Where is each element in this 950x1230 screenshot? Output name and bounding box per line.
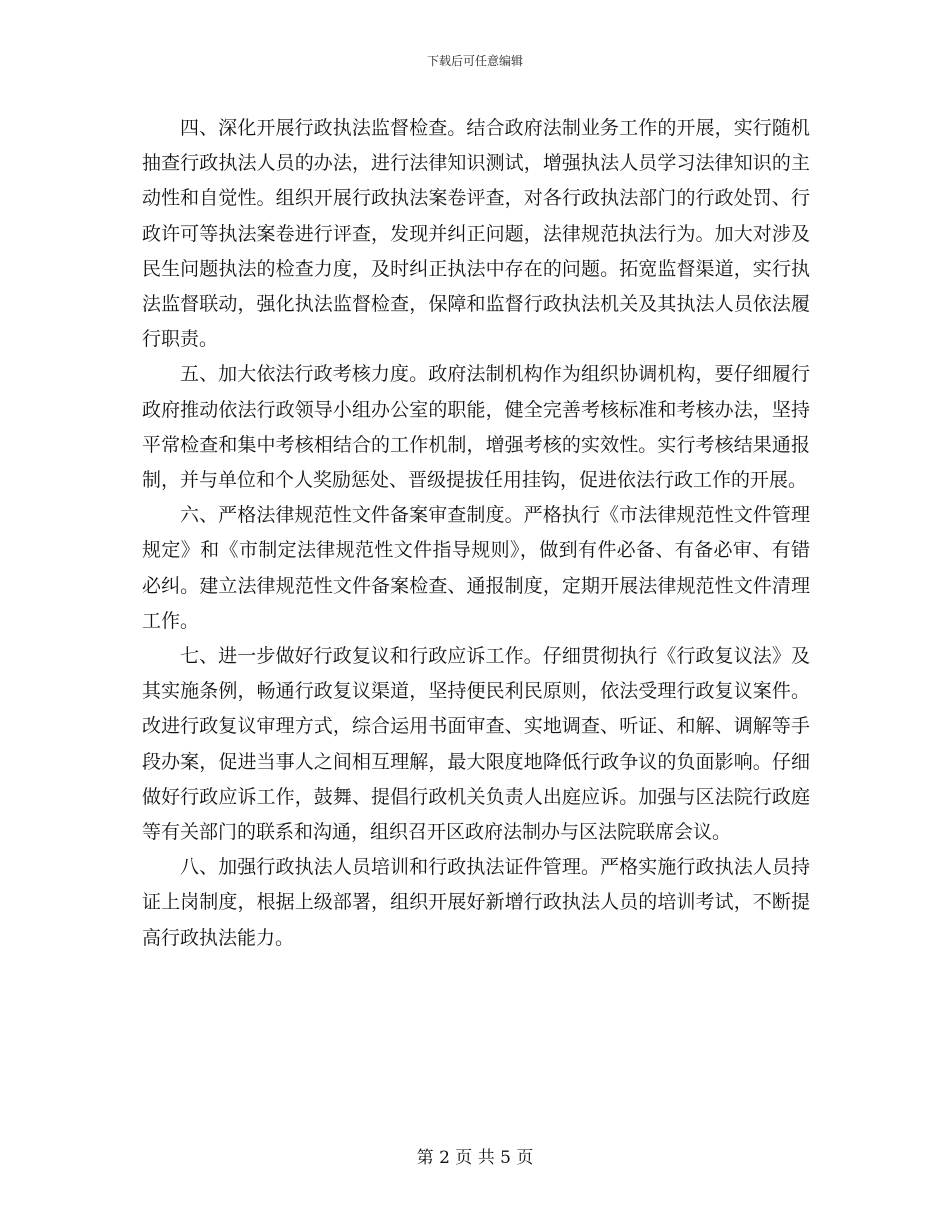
page-number: 第 2 页 共 5 页 (416, 1148, 534, 1168)
paragraph-8-training: 八、加强行政执法人员培训和行政执法证件管理。严格实施行政执法人员持证上岗制度，根据上级部署，组织开展好新增行政执法人员的培训考试，不断提高行政执法能力。 (142, 856, 810, 949)
paragraph-6-document-review: 六、严格法律规范性文件备案审查制度。严格执行《市法律规范性文件管理规定》和《市制定法律规范性文件指导规则》，做到有件必备、有备必审、有错必纠。建立法律规范性文件备案检查、通报制度，定期开展法律规范性文件清理工作。 (142, 504, 810, 632)
paragraph-4-supervision: 四、深化开展行政执法监督检查。结合政府法制业务工作的开展，实行随机抽查行政执法人员的办法，进行法律知识测试，增强执法人员学习法律知识的主动性和自觉性。组织开展行政执法案卷评查，对各行政执法部门的行政处罚、行政许可等执法案卷进行评查，发现并纠正问题，法律规范执法行为。加大对涉及民生问题执法的检查力度，及时纠正执法中存在的问题。拓宽监督渠道，实行执法监督联动，强化执法监督检查，保障和监督行政执法机关及其执法人员依法履行职责。 (142, 117, 810, 351)
paragraph-5-assessment: 五、加大依法行政考核力度。政府法制机构作为组织协调机构，要仔细履行政府推动依法行政领导小组办公室的职能，健全完善考核标准和考核办法，坚持平常检查和集中考核相结合的工作机制，增强考核的实效性。实行考核结果通报制，并与单位和个人奖励惩处、晋级提拔任用挂钩，促进依法行政工作的开展。 (142, 363, 810, 492)
paragraph-7-reconsideration: 七、进一步做好行政复议和行政应诉工作。仔细贯彻执行《行政复议法》及其实施条例，畅通行政复议渠道，坚持便民利民原则，依法受理行政复议案件。改进行政复议审理方式，综合运用书面审查、实地调查、听证、和解、调解等手段办案，促进当事人之间相互理解，最大限度地降低行政争议的负面影响。仔细做好行政应诉工作，鼓舞、提倡行政机关负责人出庭应诉。加强与区法院行政庭等有关部门的联系和沟通，组织召开区政府法制办与区法院联席会议。 (142, 645, 810, 844)
page-header: 下载后可任意编辑 (426, 54, 523, 68)
document-body (142, 111, 810, 956)
